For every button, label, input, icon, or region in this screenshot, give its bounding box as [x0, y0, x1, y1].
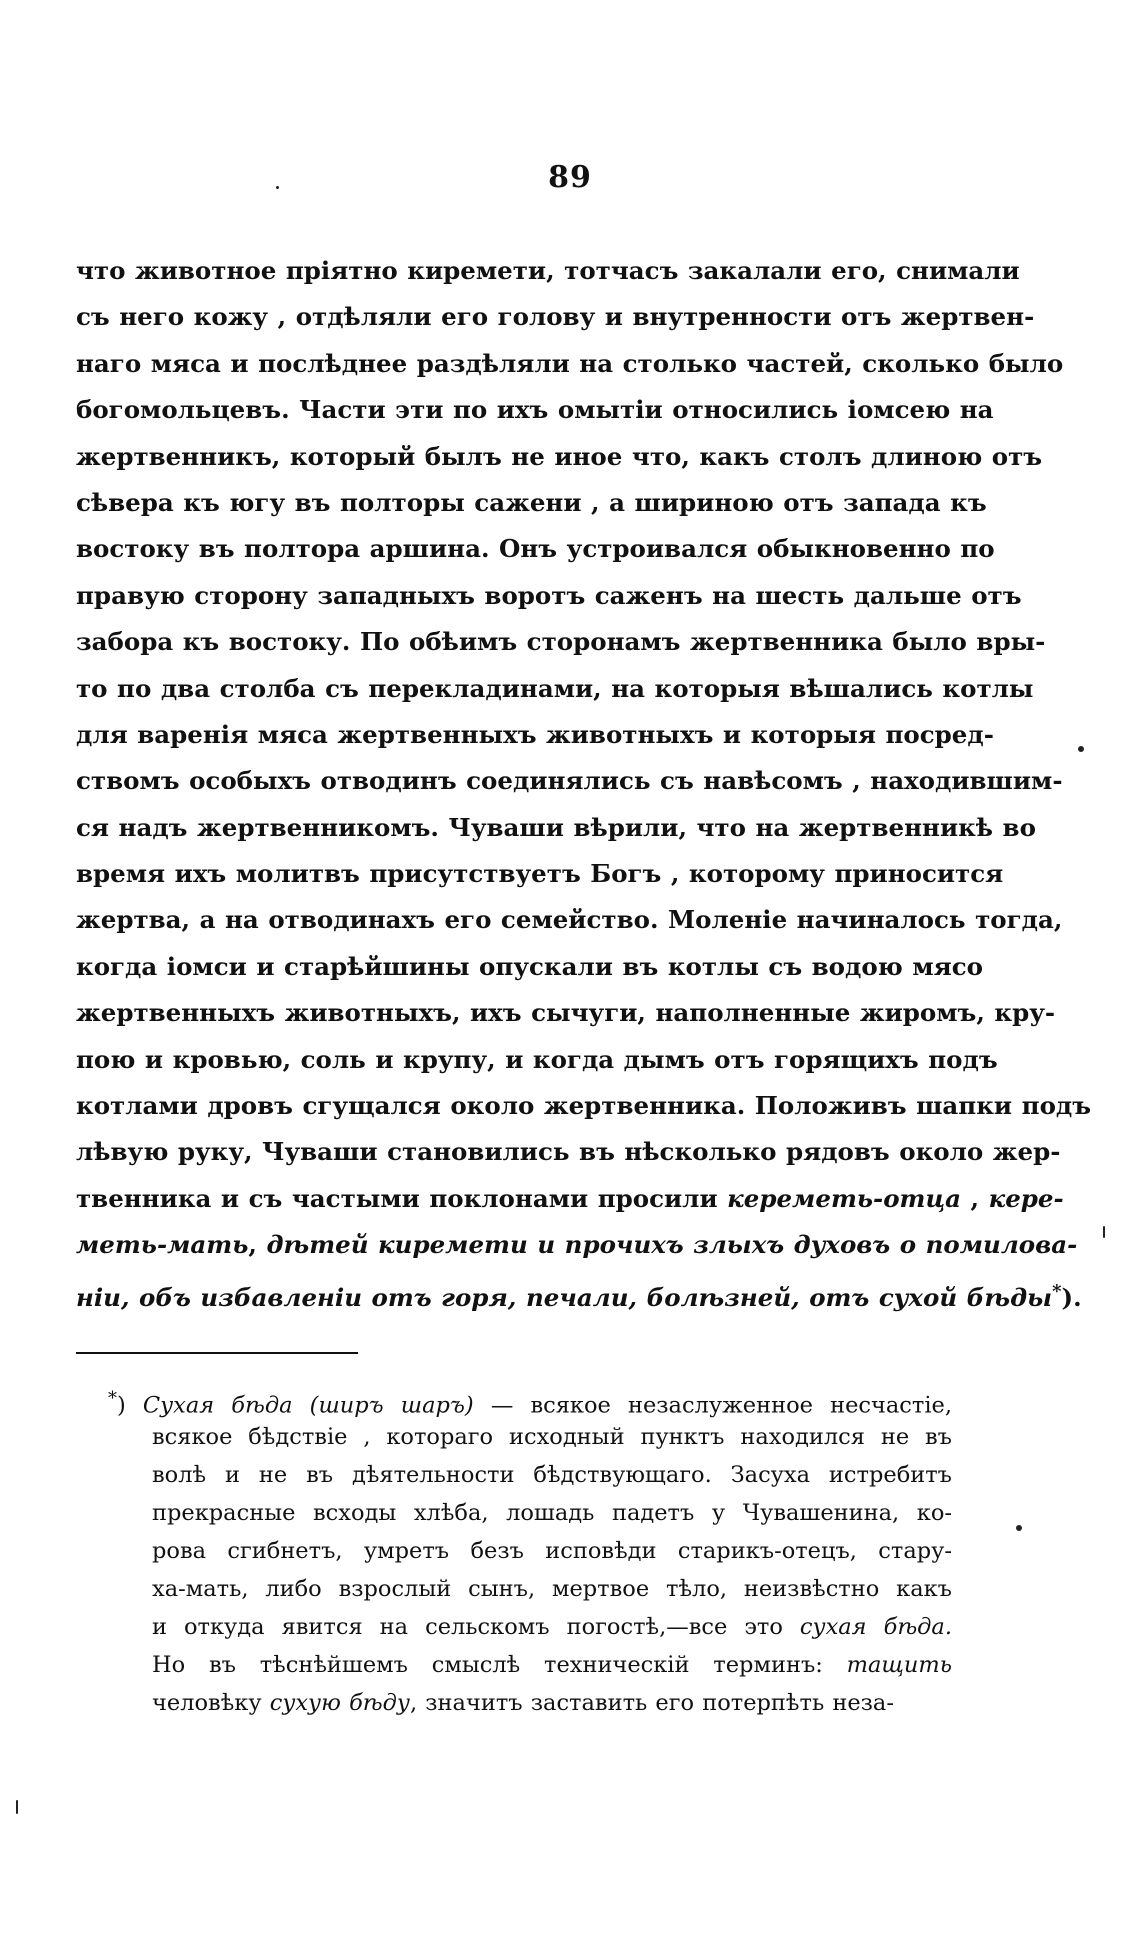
footnote-line: прекрасные всходы хлѣба, лошадь падетъ у Чувашенина, ко-	[152, 1500, 952, 1526]
print-speck	[1103, 1226, 1105, 1238]
text-line: ствомъ особыхъ отводинъ соединялись съ навѣсомъ , находившим-	[76, 766, 1063, 796]
italic-term: сухая бѣда.	[799, 1614, 952, 1640]
text-line	[76, 1222, 1078, 1268]
text-segment: и откуда явится на сельскомъ погостѣ,—все это	[152, 1614, 800, 1640]
footnote	[108, 1380, 952, 1722]
text-line: съ него кожу , отдѣляли его голову и внутренности отъ жертвен-	[76, 302, 1035, 332]
footnote-reference: *	[1052, 1280, 1062, 1302]
text-line	[76, 1269, 1082, 1315]
text-line: пою и кровью, соль и крупу, и когда дымъ отъ горящихъ подъ	[76, 1044, 998, 1074]
text-segment: человѣку	[152, 1690, 270, 1716]
footnote-divider	[76, 1352, 358, 1354]
text-line	[76, 1176, 1064, 1222]
text-line: жертва, а на отводинахъ его семейство. Моленіе начиналось тогда,	[76, 905, 1063, 935]
text-segment: ,	[961, 1183, 989, 1213]
footnote-line	[108, 1608, 952, 1646]
print-speck	[276, 186, 279, 189]
text-line: что животное пріятно киремети, тотчасъ закалали его, снимали	[76, 256, 1020, 285]
print-speck	[1016, 1525, 1022, 1531]
text-line: жертвенникъ, который былъ не иное что, какъ столъ длиною отъ	[76, 441, 1043, 471]
italic-term: ніи, объ избавленіи отъ горя, печали, болѣзней, отъ сухой бѣды	[76, 1282, 1053, 1312]
text-line: лѣвую руку, Чуваши становились въ нѣсколько рядовъ около жер-	[76, 1137, 1061, 1167]
text-segment: — всякое незаслуженное несчастіе,	[473, 1392, 952, 1419]
text-line: сѣвера къ югу въ полторы сажени , а шириною отъ запада къ	[76, 487, 987, 517]
text-segment: ).	[1061, 1282, 1082, 1312]
text-segment: )	[117, 1392, 143, 1419]
italic-term: Сухая бѣда (ширъ шаръ)	[142, 1392, 474, 1419]
footnote-line: волѣ и не въ дѣятельности бѣдствующаго. Засуха истребитъ	[152, 1462, 952, 1488]
text-line: богомольцевъ. Части эти по ихъ омытіи относились іомсею на	[76, 395, 994, 425]
italic-term: меть-мать	[76, 1230, 249, 1260]
footnote-line	[108, 1646, 952, 1684]
text-line: жертвенныхъ животныхъ, ихъ сычуги, наполненные жиромъ, кру-	[76, 998, 1056, 1028]
footnote-line	[108, 1684, 952, 1722]
text-line: наго мяса и послѣднее раздѣляли на столько частей, сколько было	[76, 348, 1064, 378]
text-line: правую сторону западныхъ воротъ саженъ на шесть дальше отъ	[76, 580, 1022, 610]
text-line: востоку въ полтора аршина. Онъ устроивался обыкновенно по	[76, 534, 995, 564]
footnote-line	[108, 1380, 952, 1418]
footnote-line: всякое бѣдствіе , котораго исходный пунктъ находился не въ	[152, 1424, 952, 1450]
print-speck	[16, 1800, 18, 1814]
main-paragraph	[76, 248, 1092, 1315]
text-segment: Но въ тѣснѣйшемъ смыслѣ техническій терминъ:	[152, 1652, 847, 1678]
italic-term: кере-	[988, 1183, 1064, 1213]
text-line: ся надъ жертвенникомъ. Чуваши вѣрили, что на жертвенникѣ во	[76, 812, 1036, 842]
text-line: для варенія мяса жертвенныхъ животныхъ и которыя посред-	[76, 719, 994, 749]
italic-term: сухую бѣду	[269, 1690, 410, 1716]
print-speck	[1078, 746, 1084, 752]
text-segment: ,	[248, 1230, 267, 1260]
text-line: когда іомси и старѣйшины опускали въ котлы съ водою мясо	[76, 951, 983, 981]
italic-term: тащить	[846, 1652, 952, 1678]
text-line: то по два столба съ перекладинами, на которыя вѣшались котлы	[76, 673, 1034, 703]
italic-term: дѣтей киремети и прочихъ злыхъ духовъ о помилова-	[266, 1230, 1078, 1260]
footnote-line: рова сгибнетъ, умретъ безъ исповѣди старикъ-отецъ, стару-	[152, 1538, 952, 1564]
footnote-line: ха-мать, либо взрослый сынъ, мертвое тѣло, неизвѣстно какъ	[152, 1576, 952, 1602]
italic-term: кереметь-отца	[727, 1183, 962, 1213]
text-line: время ихъ молитвъ присутствуетъ Богъ , которому приносится	[76, 859, 1004, 889]
text-segment: твенника и съ частыми поклонами просили	[76, 1183, 728, 1213]
text-segment: , значитъ заставить его потерпѣть неза-	[409, 1690, 894, 1716]
footnote-marker: *	[108, 1388, 117, 1409]
text-line: забора къ востоку. По обѣимъ сторонамъ жертвенника было вры-	[76, 627, 1046, 657]
page-number: 89	[548, 160, 592, 195]
text-line: котлами дровъ сгущался около жертвенника. Положивъ шапки подъ	[76, 1091, 1092, 1121]
